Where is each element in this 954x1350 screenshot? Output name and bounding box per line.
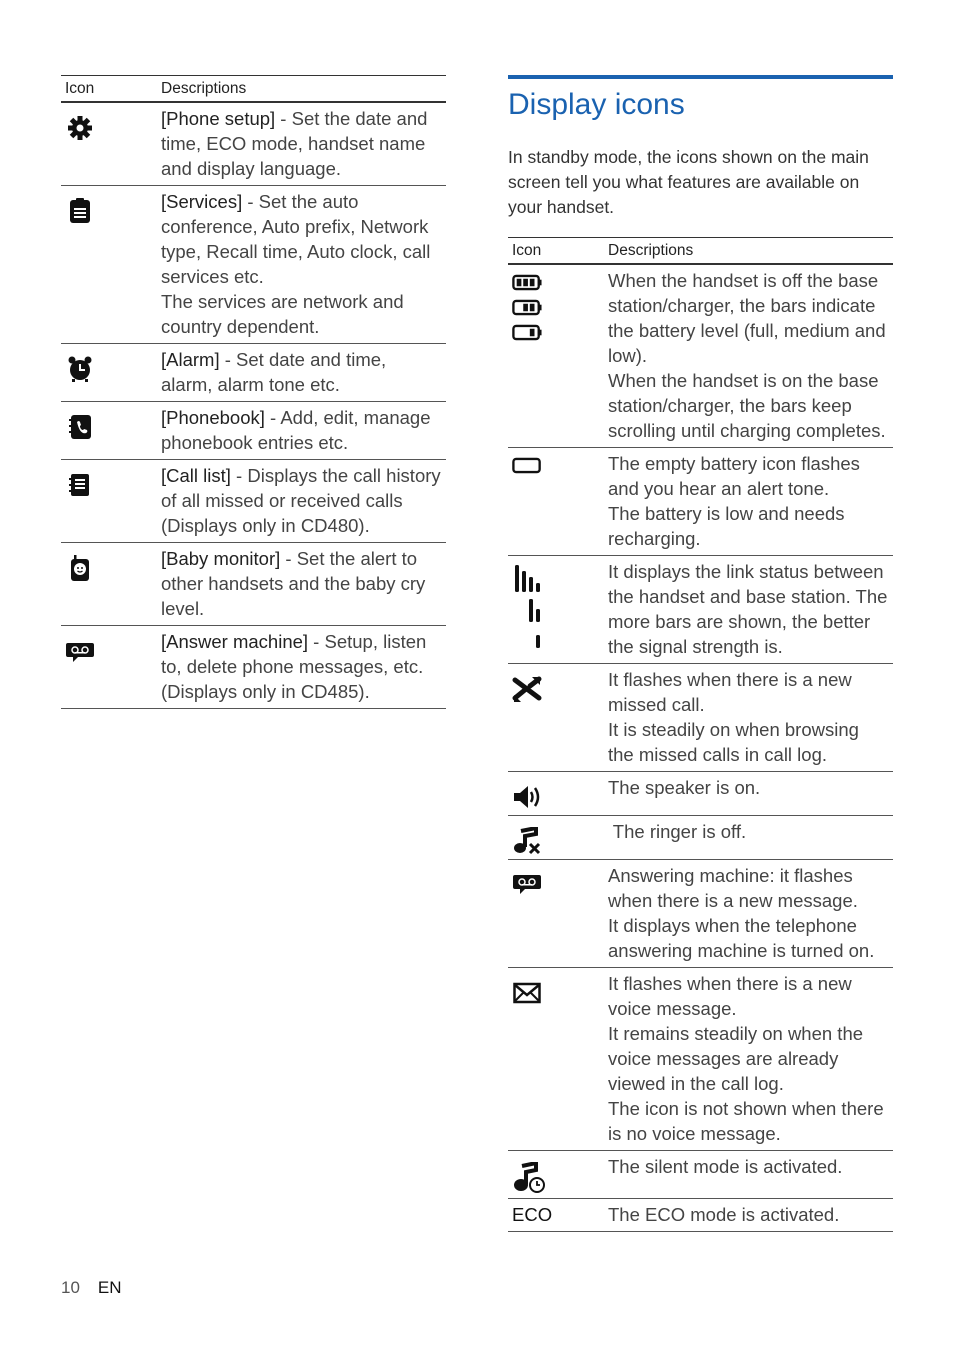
row-text: - Set date and time, alarm, alarm tone etc. — [161, 349, 387, 395]
header-icon: Icon — [508, 238, 604, 265]
battery-empty-icon — [512, 455, 542, 476]
row-text: The silent mode is activated. — [608, 1156, 843, 1177]
row-text: The battery is low and needs recharging. — [608, 503, 845, 549]
table-header-row — [508, 238, 893, 265]
row-text: The speaker is on. — [608, 777, 761, 798]
battery-low-icon — [512, 322, 542, 343]
language-code: EN — [97, 1278, 122, 1297]
table-header-row — [61, 76, 446, 103]
answer-machine-icon — [65, 637, 95, 665]
gear-icon — [65, 114, 95, 142]
call-list-icon — [65, 471, 95, 499]
left-column — [61, 75, 446, 709]
table-row — [61, 626, 446, 709]
row-text: The ECO mode is activated. — [608, 1204, 840, 1225]
table-row — [508, 264, 893, 448]
display-icon-table — [508, 237, 893, 1232]
signal-strong-icon — [512, 563, 542, 593]
row-text: - Displays the call history of all missed or received calls (Displays only in CD480). — [161, 465, 441, 536]
row-text: It displays the link status between the handset and base station. The more bars are shown, the better the signal strength is. — [608, 561, 888, 657]
row-text: The ringer is off. — [608, 821, 747, 842]
header-descriptions: Descriptions — [604, 238, 893, 265]
baby-monitor-icon — [65, 554, 95, 582]
battery-full-icon — [512, 272, 542, 293]
settings-icon-table — [61, 75, 446, 709]
row-label: [Call list] — [161, 465, 231, 486]
table-row — [508, 968, 893, 1151]
table-row — [508, 556, 893, 664]
table-row — [508, 860, 893, 968]
row-label: [Answer machine] — [161, 631, 309, 652]
row-text: - Set the auto conference, Auto prefix, Network type, Recall time, Auto clock, call services etc. — [161, 191, 431, 287]
eco-indicator: ECO — [512, 1204, 553, 1225]
table-row — [61, 460, 446, 543]
answering-machine-icon — [512, 871, 542, 899]
section-intro: In standby mode, the icons shown on the main screen tell you what features are available on your handset. — [508, 147, 869, 217]
row-label: [Alarm] — [161, 349, 220, 370]
row-label: [Phone setup] — [161, 108, 276, 129]
row-text: - Set the alert to other handsets and the baby cry level. — [161, 548, 426, 619]
table-row — [61, 543, 446, 626]
section-bar — [508, 75, 893, 79]
table-row — [61, 402, 446, 460]
table-row — [508, 1199, 893, 1232]
alarm-clock-icon — [65, 355, 95, 383]
row-label: [Services] — [161, 191, 243, 212]
row-text: The empty battery icon flashes and you hear an alert tone. — [608, 453, 860, 499]
signal-weak-icon — [512, 627, 542, 649]
row-label: [Phonebook] — [161, 407, 265, 428]
table-row — [508, 1151, 893, 1199]
row-text: - Set the date and time, ECO mode, handset name and display language. — [161, 108, 428, 179]
speaker-icon — [512, 783, 542, 811]
row-text: It displays when the telephone answering machine is turned on. — [608, 915, 875, 961]
phonebook-icon — [65, 413, 95, 441]
right-column — [508, 75, 893, 1232]
table-row — [508, 772, 893, 816]
header-icon: Icon — [61, 76, 157, 103]
silent-mode-icon — [512, 1162, 546, 1194]
services-icon — [65, 197, 95, 225]
row-text: When the handset is on the base station/charger, the bars keep scrolling until charging completes. — [608, 370, 886, 441]
row-label: [Baby monitor] — [161, 548, 281, 569]
row-text: It is steadily on when browsing the missed calls in call log. — [608, 719, 859, 765]
signal-medium-icon — [512, 597, 542, 623]
row-text: - Setup, listen to, delete phone messages, etc. (Displays only in CD485). — [161, 631, 427, 702]
row-text: Answering machine: it flashes when there is a new message. — [608, 865, 858, 911]
row-text: It remains steadily on when the voice messages are already viewed in the call log. — [608, 1023, 864, 1094]
page-number: 10 — [61, 1278, 80, 1297]
table-row — [61, 102, 446, 186]
row-text: It flashes when there is a new missed call. — [608, 669, 852, 715]
table-row — [508, 448, 893, 556]
missed-call-icon — [512, 675, 542, 703]
ringer-off-icon — [512, 827, 542, 855]
table-row — [61, 186, 446, 344]
row-text: When the handset is off the base station/charger, the bars indicate the battery level (full, medium and low). — [608, 270, 886, 366]
row-extra-text: The services are network and country dependent. — [161, 291, 404, 337]
table-row — [508, 664, 893, 772]
header-descriptions: Descriptions — [157, 76, 446, 103]
page-footer — [61, 1278, 122, 1298]
row-text: It flashes when there is a new voice message. — [608, 973, 852, 1019]
row-text: - Add, edit, manage phonebook entries etc. — [161, 407, 431, 453]
row-text: The icon is not shown when there is no voice message. — [608, 1098, 884, 1144]
voice-message-icon — [512, 979, 542, 1007]
battery-medium-icon — [512, 297, 542, 318]
table-row — [508, 816, 893, 860]
table-row — [61, 344, 446, 402]
section-title: Display icons — [508, 88, 685, 121]
